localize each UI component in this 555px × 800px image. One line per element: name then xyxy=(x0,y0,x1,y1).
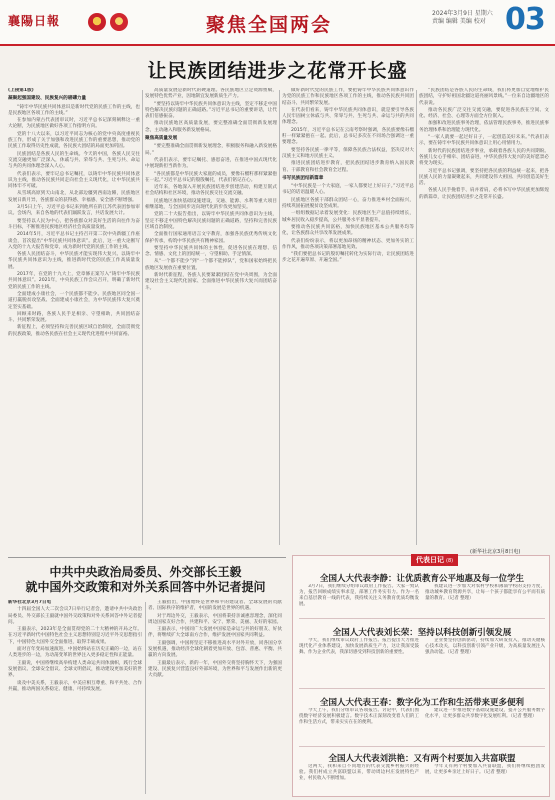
lead-column-4 xyxy=(419,88,549,548)
paragraph: 王毅表示，中国同广大发展中国家是命运与共的好朋友、好伙伴，将继续扩大全球南方合作，维护发展中国家共同利益。 xyxy=(148,627,282,639)
paragraph: 要推动各民族共同富裕，加快民族地区基本公共服务均等化，让各族群众共享改革发展成果。 xyxy=(282,224,414,237)
paragraph: 要坚持中华民族共同体的主体性，促进各民族在理想、信念、情感、文化上的团结统一，守望相助、手足情深。 xyxy=(145,245,277,258)
paragraph: 要坚持各民族一律平等，保障各民族合法权益，坚决反对大汉族主义和地方民族主义。 xyxy=(282,147,414,159)
diary-title: 全国人大代表王春：数字化为工作和生活带来更多便利 xyxy=(319,698,524,708)
panel-tab-label xyxy=(411,554,458,566)
second-headline-line1: 中共中央政治局委员、外交部长王毅 xyxy=(49,565,242,579)
paragraph: 2015年，习近平总书记在云南考察时强调，各民族要像石榴籽一样紧紧抱在一起。此后，总书记多次在不同场合强调这一重要理念。 xyxy=(282,127,414,146)
diary-text-left: 今天上午，我们分组审议各项报告。讨论中，代表们围绕数字经济发展积极建言。数字技术正深刻改变着人们的工作和生活方式，带来实实在在的便利。 xyxy=(299,708,419,725)
paragraph: 代表们表示，要牢记嘱托、感恩奋进，在推进中国式现代化中展现新担当新作为。 xyxy=(145,157,277,170)
subheading: 聚焦高质量发展 xyxy=(145,136,178,142)
dateline: (上接第1版) xyxy=(8,88,34,93)
issue-date: 2024年3月9日 星期六 xyxy=(432,10,493,17)
diary-divider xyxy=(299,746,545,747)
section-title: 聚焦全国两会 xyxy=(206,14,333,36)
lead-headline: 让民族团结进步之花常开长盛 xyxy=(147,60,408,82)
diary-text-right: 企业要坚持创新驱动，持续加大研发投入，推动关键核心技术攻关，以科技创新引领产业升级，为高质量发展注入强劲动能。（记者 整理） xyxy=(425,638,545,655)
paragraph: 近年来，各地深入开展民族团结进步创建活动，构建互嵌式社会结构和社区环境，推动各民族交往交流交融。 xyxy=(145,185,277,197)
paragraph: “要完整准确全面贯彻新发展理念，积极服务和融入新发展格局。” xyxy=(145,144,277,156)
paragraph: 新时代的民族团结进步事业，承载着各族人民的共同期盼。各族儿女心手相牵、团结奋进，中华民族伟大复兴的美好愿景必将变为现实。 xyxy=(419,148,549,167)
column-divider xyxy=(145,602,146,794)
diary-text-left: 3月7日，我们继续分组审议政府工作报告。大家一致认为，报告回顾成绩实事求是，部署工作务实有力。作为一名来自基层教育一线的代表，我持续关注义务教育优质均衡发展。 xyxy=(299,584,419,607)
second-column-1 xyxy=(8,600,142,796)
column-divider xyxy=(416,90,417,545)
paragraph: 民族团结是各族人民的生命线。今天的中国，各族人民交往交流交融更加广泛深入，休戚与共、荣辱与共、生死与共、命运与共的共同体理念深入人心。 xyxy=(8,151,140,170)
paragraph: 对于周边外交，王毅表示，中国将秉持亲诚惠容理念，深化同周边国家友好合作，共建和平、安宁、繁荣、美丽、友好的家园。 xyxy=(148,613,282,625)
diary-text-right: 建议进一步推进数字基础设施建设，提升公共服务数字化水平，让更多群众共享数字化发展红利。（记者 整理） xyxy=(425,708,545,719)
paragraph: 在参加内蒙古代表团审议时，习近平总书记深刻阐释这一重大论断，为民族地区做好各项工作指明方向。 xyxy=(8,118,140,130)
paragraph: 推进民族团结进步教育，把民族团结进步教育纳入国民教育、干部教育和社会教育全过程。 xyxy=(282,161,414,173)
diary-text-left: 今天，我们继续审议政府工作报告。报告提出大力推进现代化产业体系建设，加快发展新质生产力，这让我深受鼓舞。作为企业代表，我深切感受到科技创新的重要性。 xyxy=(299,638,419,655)
paragraph: 王毅最后表示，新的一年，中国外交将坚持胸怀天下，为强国建设、民族复兴营造良好外部环境，为世界和平与发展作出新的更大贡献。 xyxy=(148,660,282,679)
subheading: 书写民族团结新篇章 xyxy=(282,175,324,181)
second-headline-line2: 就中国外交政策和对外关系回答中外记者提问 xyxy=(25,580,266,594)
paragraph: 王毅强调，中国将坚定不移推进高水平对外开放，同各国分享发展机遇，推动经济全球化朝着更加开放、包容、普惠、平衡、共赢的方向发展。 xyxy=(148,640,282,659)
diary-text-left: 这两天，我和来自不同地方的代表交流乡村振兴的经验。我们村成立共富联盟以来，带动周边村庄发展特色产业，村民收入不断增加。 xyxy=(299,764,419,781)
column-divider xyxy=(279,90,280,545)
paragraph: 新征程上，必须坚持和完善民族区域自治制度，全面贯彻党的民族政策，推动各民族在社会主义现代化进程中共同富裕。 xyxy=(8,325,140,337)
paragraph: 党的十八大以来，以习近平同志为核心的党中央高度重视民族工作，形成了关于加强和改进民族工作的重要思想，推动党的民族工作取得历史性成就，各民族大团结的局面更加巩固。 xyxy=(8,131,140,150)
lead-column-3 xyxy=(282,88,414,548)
masthead-logo: 襄陽日報 xyxy=(8,14,61,28)
page-header xyxy=(0,0,555,46)
diary-title: 全国人大代表刘洪艳：又有两个村要加入共富联盟 xyxy=(328,754,516,764)
national-emblem-icon xyxy=(110,13,128,31)
diary-text-right: 我建议进一步加大对农村学校和薄弱学校的支持力度，推动城乡教育资源共享，让每一个孩子都能享有公平而有质量的教育。（记者 整理） xyxy=(425,584,545,601)
paragraph: 十四届全国人大二次会议7日举行记者会，邀请中共中央政治局委员、外交部长王毅就中国外交政策和对外关系回答中外记者提问。 xyxy=(8,607,142,625)
paragraph: 全面推行国家通用语言文字教育，加强各民族优秀传统文化保护传承，构筑中华民族共有精神家园。 xyxy=(145,232,277,244)
paragraph: 3月5日上午，习近平总书记来到他所在的江苏代表团参加审议。会场内，来自各地的代表们踊跃发言，共话发展大计。 xyxy=(8,205,140,217)
column-divider xyxy=(142,90,143,545)
paragraph: 在代表们看来，铸牢中华民族共同体意识，就是要引导各族人民牢固树立休戚与共、荣辱与共、生死与共、命运与共的共同体理念。 xyxy=(282,107,414,126)
paragraph: 王毅说，中国将继续高举构建人类命运共同体旗帜，践行全球发展倡议、全球安全倡议、全球文明倡议，推动建设更加美好的世界。 xyxy=(8,660,142,679)
paragraph: 各族人民团结奋斗，中华民族才能实现伟大复兴。以铸牢中华民族共同体意识为主线，推进新时代党的民族工作高质量发展。 xyxy=(8,252,140,270)
paragraph: “民族团结是各族人民的生命线，我们将更加自觉地维护民族团结，守护好祖国北疆这道亮丽风景线。”一位来自边疆地区的代表说。 xyxy=(419,88,549,106)
paragraph: 推动民族地区高质量发展，要完整准确全面贯彻新发展理念，主动融入和服务新发展格局。 xyxy=(145,121,277,133)
paragraph: 代表们表示，要牢记总书记嘱托，以铸牢中华民族共同体意识为主线，推动各民族共同走向社会主义现代化，让中华民族共同体牢不可破。 xyxy=(8,171,140,190)
paragraph: 各族人民手挽着手、肩并着肩，必将书写中华民族更加辉煌的新篇章，让民族团结进步之花常开长盛。 xyxy=(419,188,549,200)
paragraph: 党的二十大报告指出，以铸牢中华民族共同体意识为主线，坚定不移走中国特色解决民族问题的正确道路，坚持和完善民族区域自治制度。 xyxy=(145,212,277,230)
paragraph: 高质量发展是新时代的硬道理。各民族地区立足资源禀赋，发展特色优势产业，因地制宜发展新质生产力。 xyxy=(145,88,277,100)
party-emblem-icon xyxy=(88,13,106,31)
paragraph: 一组组数据记录着发展变化：民族地区生产总值持续增长，城乡居民收入稳步提高，公共服务水平显著提升。 xyxy=(282,211,414,223)
paragraph: 全面建成小康社会，一个民族都不能少。民族地区同全国一道打赢脱贫攻坚战、全面建成小康社会，为中华民族伟大复兴奠定坚实基础。 xyxy=(8,291,140,310)
paragraph: 王毅表示，2023年是全面贯彻党的二十大精神的开局之年。在习近平新时代中国特色社会主义思想特别是习近平外交思想指引下，中国特色大国外交全面推进，取得丰硕成果。 xyxy=(8,627,142,645)
paragraph: 民族地区各族干部群众团结一心，奋力推进乡村全面振兴，持续巩固拓展脱贫攻坚成果。 xyxy=(282,197,414,210)
lead-column-1 xyxy=(8,88,140,548)
paragraph: 2017年，在党的十九大上，党章修正案写入“铸牢中华民族共同体意识”。2021年，中央民族工作会议召开，明确了新时代党的民族工作的主线。 xyxy=(8,272,140,290)
paragraph: 要坚持以人民为中心，把各族群众对美好生活的向往作为奋斗目标，不断推进民族地区经济社会高质量发展。 xyxy=(8,218,140,230)
paragraph: 习近平总书记强调，要坚持把各民族的利益统一起来，把各民族人民的力量凝聚起来，共同建设伟大祖国、共同创造美好生活。 xyxy=(419,168,549,187)
paragraph: 新时代新征程，各族人民要紧紧团结在党中央周围，为全面建设社会主义现代化国家、全面推进中华民族伟大复兴而团结奋斗。 xyxy=(145,273,277,291)
dateline: 新华社北京3月7日电 xyxy=(8,600,52,605)
issue-meta xyxy=(432,10,512,26)
paragraph: 加强和改进民族事务治理，依法管理民族事务，推进民族事务治理体系和治理能力现代化。 xyxy=(419,121,549,133)
paragraph: 民族地区加快基础设施建设，交通、能源、水利等重大项目相继落地，与全国同步迈向现代化的步伐更加坚实。 xyxy=(145,198,277,211)
diary-divider xyxy=(299,618,545,619)
subheading: 凝聚起强国建设、民族复兴的磅礴力量 xyxy=(8,96,87,102)
paragraph: 2014年5月，习近平总书记主持召开第二次中央新疆工作座谈会，首次提出“中华民族共同体意识”。此后，这一重大论断写入党的十九大报告和党章，成为新时代党的民族工作的主线。 xyxy=(8,232,140,250)
paragraph: 回顾来时路，各族人民手足相亲、守望相助，共同团结奋斗、共同繁荣发展。 xyxy=(8,311,140,324)
paragraph: “要坚持以铸牢中华民族共同体意识为主线，坚定不移走中国特色解决民族问题的正确道路。”习近平总书记的重要讲话，让代表们倍感振奋。 xyxy=(145,101,277,120)
paragraph: 面对百年变局加速演进，中国始终站在历史正确的一边，站在人类进步的一边，为动荡变革的世界注入更多稳定性和正能量。 xyxy=(8,647,142,659)
paragraph: 王毅指出，中国始终是世界和平的建设者、全球发展的贡献者、国际秩序的维护者，中国的发展是世界的机遇。 xyxy=(148,600,282,612)
deputy-diary-panel xyxy=(292,555,550,797)
diary-divider xyxy=(299,688,545,689)
editor-credits: 责编 编辑 美编 校对 xyxy=(432,18,486,25)
lead-column-2 xyxy=(145,88,277,548)
diary-title: 全国人大代表李静：让优质教育公平地惠及每一位学生 xyxy=(319,574,524,584)
panel-tab-title: 代表日记 xyxy=(416,556,444,564)
paragraph: 代表们纷纷表示，将以更加昂扬的精神状态、更加务实的工作作风，推动各项决策部署落地见效。 xyxy=(282,238,414,250)
panel-tab-issue: (8) xyxy=(446,558,454,564)
second-column-2 xyxy=(148,600,282,796)
paragraph: “各民族都是中华民族大家庭的成员，要像石榴籽那样紧紧抱在一起。”习近平总书记的殷殷嘱托，代表们铭记在心。 xyxy=(145,171,277,183)
paragraph: 从雪域高原到天山南北，从北部边疆到西南边陲，民族地区发展日新月异，各族群众的获得感、幸福感、安全感不断增强。 xyxy=(8,191,140,203)
paragraph: “中华民族是一个大家庭，一家人都要过上好日子。”习近平总书记的话语温暖人心。 xyxy=(282,184,414,196)
paragraph: 从“一个都不能少”到“一个都不能掉队”，党和国家始终把民族地区发展放在重要位置。 xyxy=(145,259,277,271)
diary-text-right: 今年又有两个村要加入共富联盟，我们将继续抱团发展，让更多乡亲过上好日子。（记者 整理） xyxy=(425,764,545,775)
page-number: 03 xyxy=(505,2,545,37)
section-divider xyxy=(8,557,286,558)
paragraph: 谈及中美关系，王毅表示，中美应相互尊重、和平共处、合作共赢，推动两国关系稳定、健康、可持续发展。 xyxy=(8,680,142,692)
paragraph: “我们要把总书记的殷切嘱托转化为实际行动，让民族团结进步之花开遍草原、开遍全国。” xyxy=(282,252,414,264)
paragraph: 做好新时代党的民族工作，要把铸牢中华民族共同体意识作为党的民族工作和民族地区各项工作的主线，推动各民族共同团结奋斗、共同繁荣发展。 xyxy=(282,88,414,106)
paragraph: “一家人就要一起过好日子，一起创造美好未来。”代表们表示，要在铸牢中华民族共同体意识上用心用情用力。 xyxy=(419,135,549,147)
diary-title: 全国人大代表刘长荣：坚持以科技创新引领发展 xyxy=(332,628,512,638)
paragraph: 推动各民族广泛交往交流交融，要促进各民族在空间、文化、经济、社会、心理等方面全方位嵌入。 xyxy=(419,107,549,120)
lead-byline: (新华社北京3月8日电) xyxy=(470,549,521,555)
paragraph: “铸牢中华民族共同体意识是新时代党的民族工作的主线，也是民族地区各项工作的主线。” xyxy=(8,104,140,116)
